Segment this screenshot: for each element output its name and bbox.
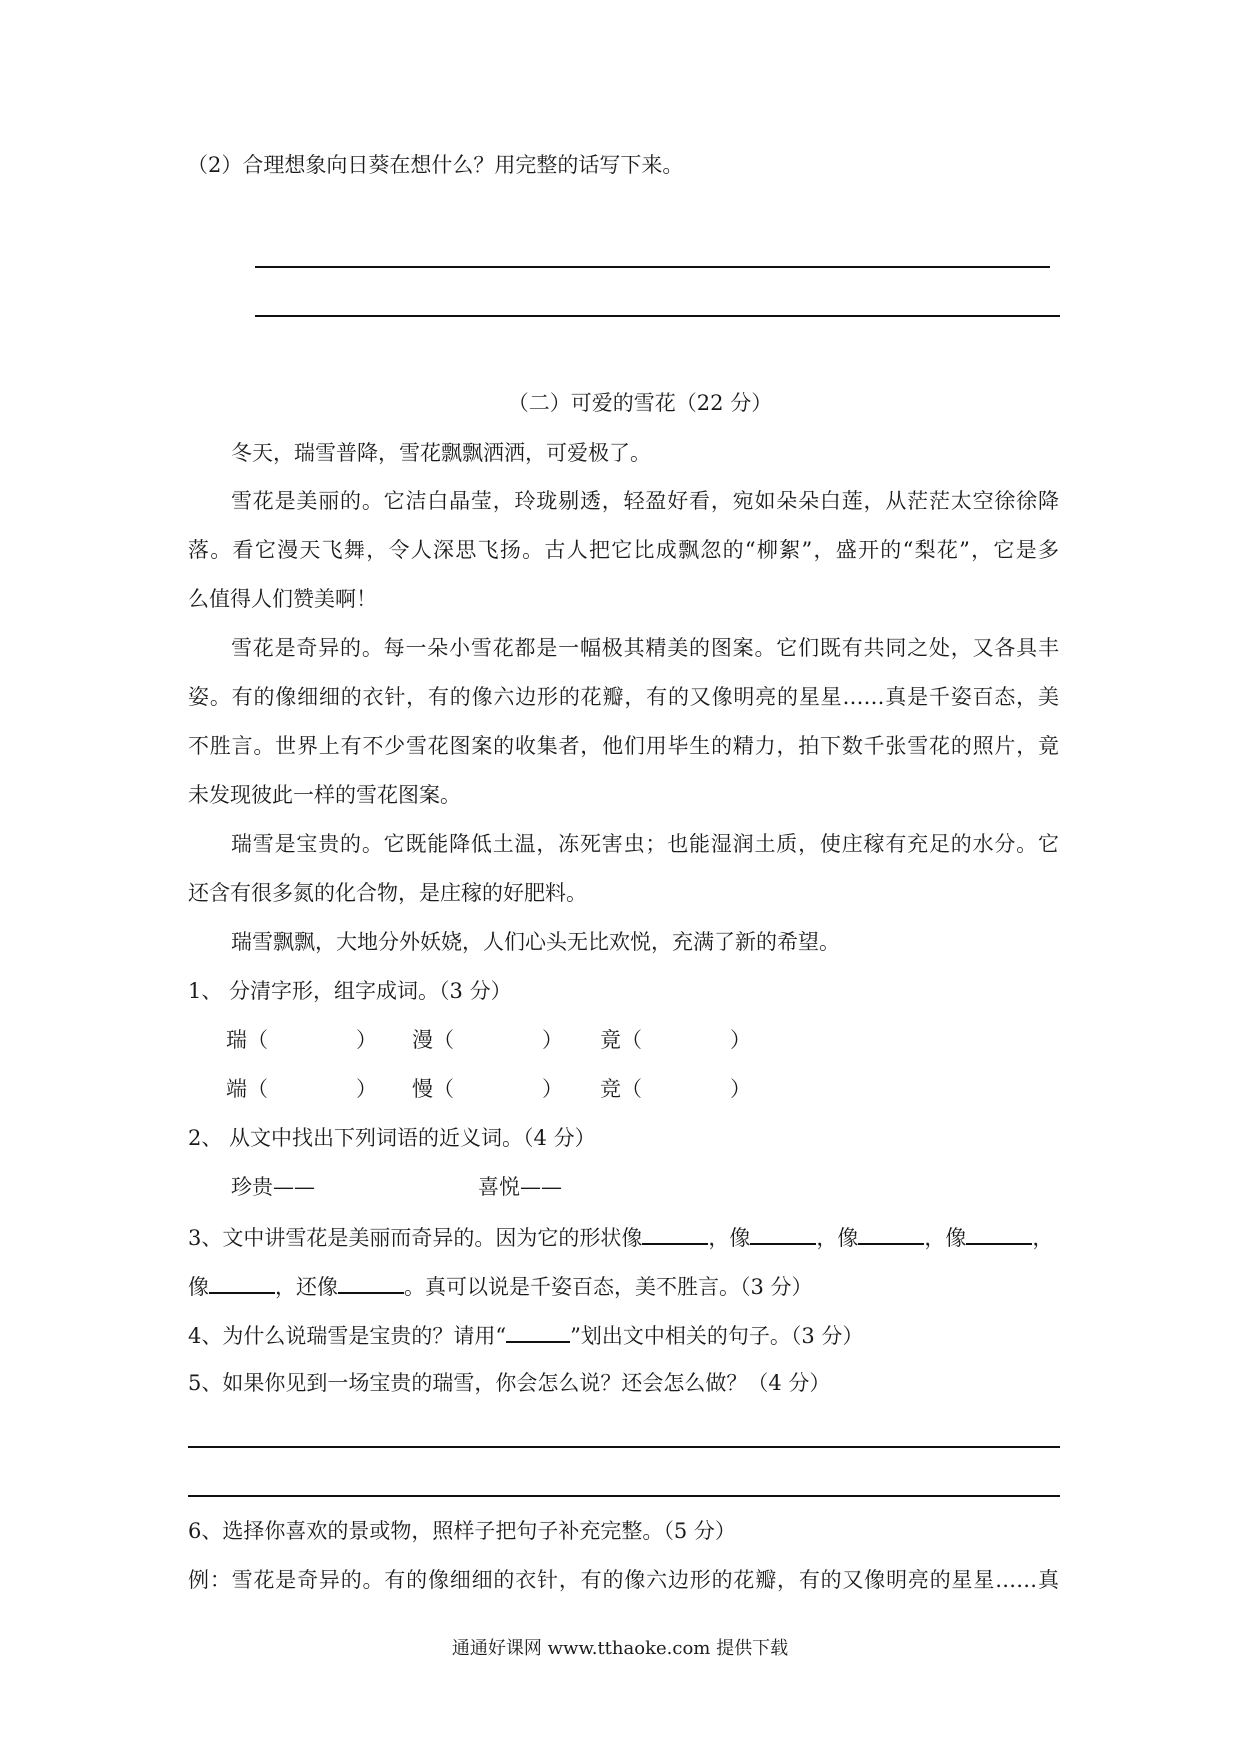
char-slot-close: ） bbox=[730, 1028, 751, 1052]
char-slot: 漫（ bbox=[412, 1028, 454, 1052]
question-4 bbox=[188, 1319, 863, 1351]
fill-blank bbox=[642, 1221, 708, 1245]
passage-line: 未发现彼此一样的雪花图案。 bbox=[188, 783, 461, 807]
passage-line: 落。看它漫天飞舞，令人深思飞扬。古人把它比成飘忽的“柳絮”，盛开的“梨花”，它是多 bbox=[188, 538, 1059, 562]
passage-line: 瑞雪是宝贵的。它既能降低土温，冻死害虫；也能湿润土质，使庄稼有充足的水分。它 bbox=[231, 832, 1059, 856]
q3-text: 像 bbox=[188, 1275, 209, 1299]
char-slot-close: ） bbox=[542, 1028, 563, 1052]
q3-text: ，还像 bbox=[275, 1275, 338, 1299]
passage-line: 么值得人们赞美啊！ bbox=[188, 587, 377, 611]
fill-blank bbox=[209, 1270, 275, 1294]
fill-blank bbox=[338, 1270, 404, 1294]
q4-text: ”划出文中相关的句子。（3 分） bbox=[570, 1324, 864, 1348]
q3-text: 。真可以说是千姿百态，美不胜言。（3 分） bbox=[404, 1275, 813, 1299]
char-slot: 竟（ bbox=[600, 1028, 642, 1052]
fill-blank bbox=[750, 1221, 816, 1245]
q3-text: ，像 bbox=[816, 1226, 859, 1250]
char-slot: 瑞（ bbox=[226, 1028, 268, 1052]
fill-blank bbox=[966, 1221, 1032, 1245]
page-footer: 通通好课网 www.tthaoke.com 提供下载 bbox=[451, 1638, 789, 1659]
question-3-line-1 bbox=[188, 1221, 1053, 1253]
question-6: 6、选择你喜欢的景或物，照样子把句子补充完整。（5 分） bbox=[188, 1519, 736, 1543]
underline-sample bbox=[506, 1319, 570, 1343]
passage-line: 雪花是美丽的。它洁白晶莹，玲珑剔透，轻盈好看，宛如朵朵白莲，从茫茫太空徐徐降 bbox=[231, 489, 1059, 513]
passage-line: 还含有很多氮的化合物，是庄稼的好肥料。 bbox=[188, 881, 587, 905]
q4-text: 4、为什么说瑞雪是宝贵的？请用“ bbox=[188, 1324, 507, 1348]
question-3-line-2 bbox=[188, 1270, 813, 1302]
char-slot-close: ） bbox=[356, 1028, 377, 1052]
q3-text: 3、文中讲雪花是美丽而奇异的。因为它的形状像 bbox=[188, 1226, 643, 1250]
synonym-row bbox=[0, 1172, 1240, 1202]
char-slot: 端（ bbox=[226, 1077, 268, 1101]
word-form-row bbox=[0, 1074, 1240, 1104]
synonym-item: 喜悦—— bbox=[478, 1175, 562, 1199]
word-form-row bbox=[0, 1025, 1240, 1055]
char-slot-close: ） bbox=[730, 1077, 751, 1101]
passage-paragraph: 瑞雪飘飘，大地分外妖娆，人们心头无比欢悦，充满了新的希望。 bbox=[231, 930, 840, 954]
passage-paragraph: 冬天，瑞雪普降，雪花飘飘洒洒，可爱极了。 bbox=[231, 441, 651, 465]
question-2: 2、 从文中找出下列词语的近义词。（4 分） bbox=[188, 1126, 596, 1150]
char-slot-close: ） bbox=[542, 1077, 563, 1101]
passage-line: 不胜言。世界上有不少雪花图案的收集者，他们用毕生的精力，拍下数千张雪花的照片，竟 bbox=[188, 734, 1059, 758]
section-title: （二）可爱的雪花（22 分） bbox=[507, 391, 773, 415]
answer-line bbox=[255, 315, 1060, 317]
char-slot: 慢（ bbox=[412, 1077, 454, 1101]
passage-line: 雪花是奇异的。每一朵小雪花都是一幅极其精美的图案。它们既有共同之处，又各具丰 bbox=[231, 636, 1059, 660]
char-slot: 竞（ bbox=[600, 1077, 642, 1101]
fill-blank bbox=[858, 1221, 924, 1245]
synonym-item: 珍贵—— bbox=[231, 1175, 315, 1199]
passage-line: 姿。有的像细细的衣针，有的像六边形的花瓣，有的又像明亮的星星……真是千姿百态，美 bbox=[188, 685, 1059, 709]
q3-text: ，像 bbox=[924, 1226, 967, 1250]
question-1: 1、 分清字形，组字成词。（3 分） bbox=[188, 979, 512, 1003]
answer-line bbox=[255, 266, 1050, 268]
question-6-example: 例：雪花是奇异的。有的像细细的衣针，有的像六边形的花瓣，有的又像明亮的星星……真 bbox=[188, 1568, 1059, 1592]
q3-text: ，像 bbox=[708, 1226, 751, 1250]
char-slot-close: ） bbox=[356, 1077, 377, 1101]
question-5: 5、如果你见到一场宝贵的瑞雪，你会怎么说？还会怎么做？（4 分） bbox=[188, 1371, 831, 1395]
answer-line bbox=[188, 1495, 1060, 1497]
answer-line bbox=[188, 1446, 1060, 1448]
q2-prompt: （2）合理想象向日葵在想什么？用完整的话写下来。 bbox=[187, 153, 684, 177]
q3-text: ， bbox=[1032, 1226, 1054, 1250]
